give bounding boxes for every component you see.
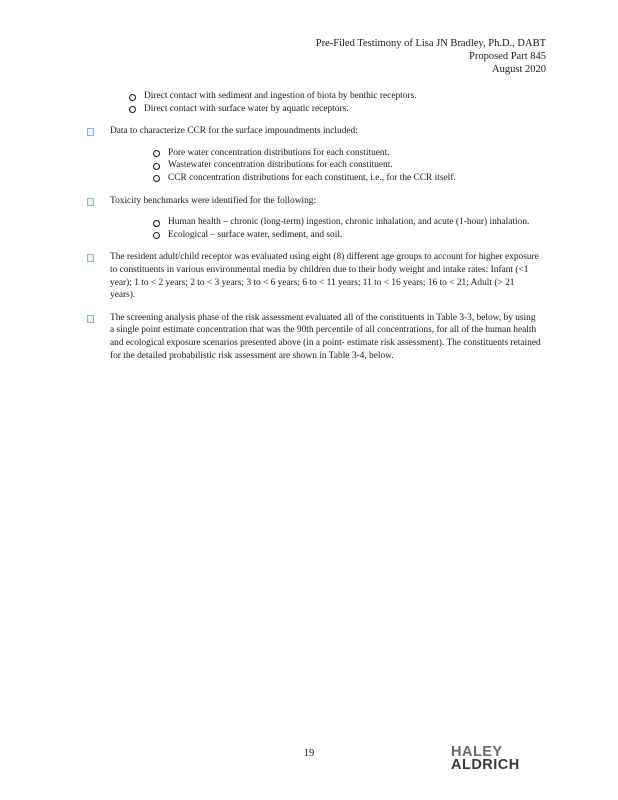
bullet-receptor-age-groups (86, 251, 541, 301)
list-item: Wastewater concentration distributions for each constituent. (152, 159, 541, 172)
list-item: Human health – chronic (long-term) ingestion, chronic inhalation, and acute (1-hour) inhalation. (152, 216, 541, 229)
bullet-toxicity-benchmarks (86, 195, 541, 242)
header-testimony-line: Pre-Filed Testimony of Lisa JN Bradley, Ph.D., DABT (315, 38, 546, 49)
list-item: Direct contact with sediment and ingestion of biota by benthic receptors. (128, 90, 541, 103)
logo-line-haley: HALEY (451, 744, 503, 760)
toxicity-sublist (110, 216, 541, 241)
bullet-text: The resident adult/child receptor was evaluated using eight (8) different age groups to account for higher exposure to constituents in various environmental media by children due to their body weight and intake rates: Infant (<1 year); 1 to < 2 years; 2 to < 3 years; 3 to < 6 years; 6 to < 11 years; 11 to < 16 years; 16 to < 21; Adult (> 21 years). (110, 252, 539, 301)
list-item: Pore water concentration distributions for each constituent. (152, 147, 541, 160)
main-bullet-list (86, 125, 541, 362)
list-item: CCR concentration distributions for each constituent, i.e., for the CCR itself. (152, 172, 541, 185)
list-item: Ecological – surface water, sediment, and soil. (152, 229, 541, 242)
ccr-data-sublist (110, 147, 541, 185)
haley-aldrich-logo (451, 746, 520, 772)
bullet-text: The screening analysis phase of the risk assessment evaluated all of the constituents in Table 3-3, below, by using a single point estimate concentration that was the 90th percentile of all concentrations, for all of the human health and ecological exposure scenarios presented above (in a point- estimate risk assessment). The constituents retained for the detailed probabilistic risk assessment are shown in Table 3-4, below. (110, 312, 541, 361)
bullet-text: Data to characterize CCR for the surface impoundments included: (110, 126, 358, 137)
logo-line-aldrich: ALDRICH (451, 757, 520, 773)
page-header (316, 37, 546, 76)
list-item: Direct contact with surface water by aquatic receptors. (128, 103, 541, 116)
bullet-screening-analysis (86, 312, 541, 362)
bullet-text: Toxicity benchmarks were identified for the following: (110, 195, 317, 206)
continued-sublist (86, 90, 541, 115)
document-body (86, 90, 541, 362)
page-number: 19 (303, 748, 315, 759)
header-date-line: August 2020 (492, 64, 546, 75)
header-part-line: Proposed Part 845 (469, 51, 546, 62)
bullet-ccr-data (86, 125, 541, 184)
